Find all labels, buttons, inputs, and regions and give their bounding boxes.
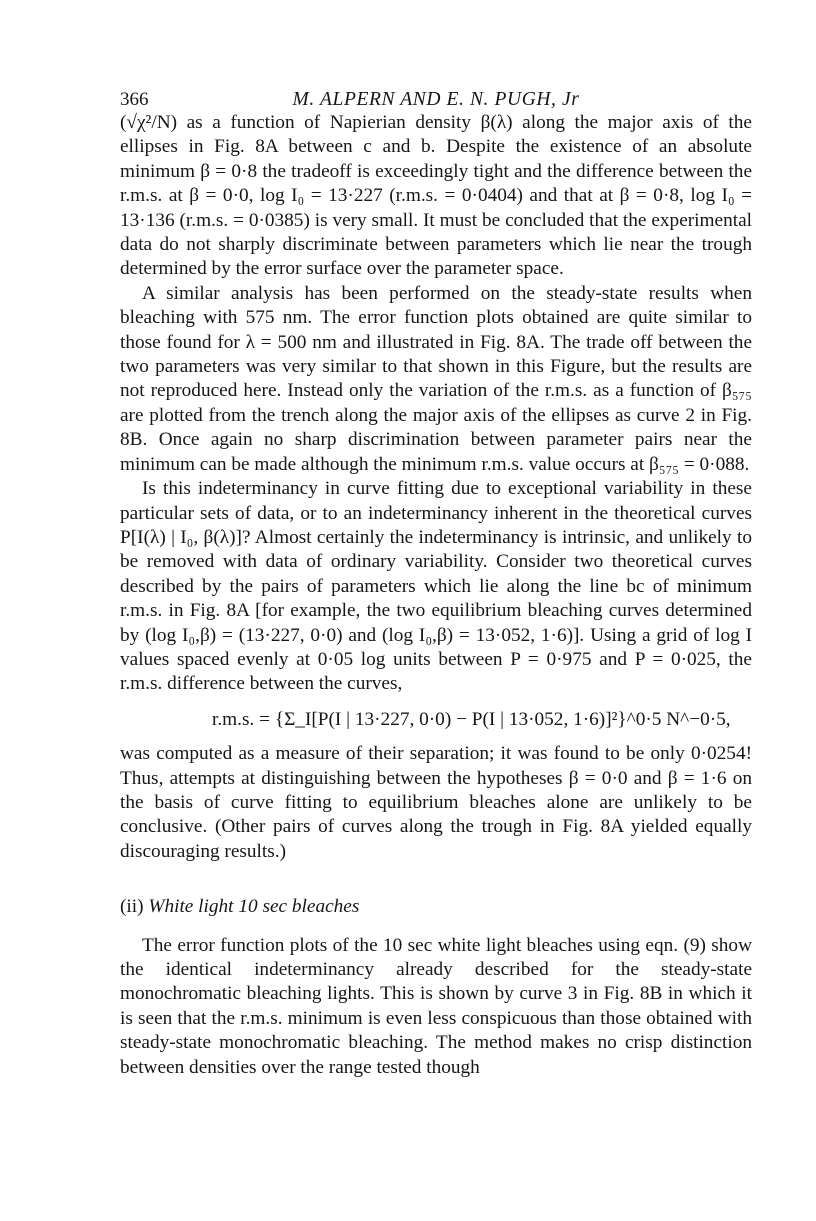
paragraph-continued: (√χ²/N) as a function of Napierian density β(λ) along the major axis of the ellipses in Fig. 8A between c and b. Despite the existence of an absolute minimum β = 0·8 the tradeoff is exceedingly tight and the difference between the r.m.s. at β = 0·0, log I₀ = 13·227 (r.m.s. = 0·0404) and that at β = 0·8, log I₀ = 13·136 (r.m.s. = 0·0385) is very small. It must be concluded that the experimental data do not sharply discriminate between parameters which lie near the trough determined by the error surface over the parameter space. <box>120 112 752 280</box>
page-header <box>120 82 752 110</box>
page-number: 366 <box>120 89 149 110</box>
section-title: White light 10 sec bleaches <box>148 896 360 918</box>
running-head: M. ALPERN AND E. N. PUGH, Jr <box>292 89 580 110</box>
paragraph-white-light: The error function plots of the 10 sec white light bleaches using eqn. (9) show the identical indeterminancy already described for the steady-state monochromatic bleaching lights. This is shown by curve 3 in Fig. 8B in which it is seen that the r.m.s. minimum is even less conspicuous than those obtained with steady-state monochromatic bleaching. The method makes no crisp distinction between densities over the range tested though <box>120 934 752 1078</box>
rms-equation: r.m.s. = {Σ_I[P(I | 13·227, 0·0) − P(I | 13·052, 1·6)]²}^0·5 N^−0·5, <box>212 708 731 730</box>
paragraph-575nm-analysis: A similar analysis has been performed on the steady-state results when bleaching with 575 nm. The error function plots obtained are quite similar to those found for λ = 500 nm and illustrated in Fig. 8A. The trade off between the two parameters was very similar to that shown in this Figure, but the results are not reproduced here. Instead only the variation of the r.m.s. as a function of β₅₇₅ are plotted from the trench along the major axis of the ellipses as curve 2 in Fig. 8B. Once again no sharp discrimination between parameter pairs near the minimum can be made although the minimum r.m.s. value occurs at β₅₇₅ = 0·088. <box>120 282 752 475</box>
section-heading <box>120 895 752 919</box>
paragraph-indeterminancy: Is this indeterminancy in curve fitting due to exceptional variability in these particular sets of data, or to an indeterminancy inherent in the theoretical curves P[I(λ) | I₀, β(λ)]? Almost certainly the indeterminancy is intrinsic, and unlikely to be removed with data of ordinary variability. Consider two theoretical curves described by the pairs of parameters which lie along the line bc of minimum r.m.s. in Fig. 8A [for example, the two equilibrium bleaching curves determined by (log I₀,β) = (13·227, 0·0) and (log I₀,β) = 13·052, 1·6)]. Using a grid of log I values spaced evenly at 0·05 log units between P = 0·975 and P = 0·025, the r.m.s. difference between the curves, <box>120 478 752 695</box>
section-label: (ii) <box>120 896 144 918</box>
paragraph-after-equation: was computed as a measure of their separation; it was found to be only 0·0254! Thus, attempts at distinguishing between the hypotheses β = 0·0 and β = 1·6 on the basis of curve fitting to equilibrium bleaches alone are unlikely to be conclusive. (Other pairs of curves along the trough in Fig. 8A yielded equally discouraging results.) <box>120 743 752 862</box>
journal-page <box>120 82 752 1080</box>
